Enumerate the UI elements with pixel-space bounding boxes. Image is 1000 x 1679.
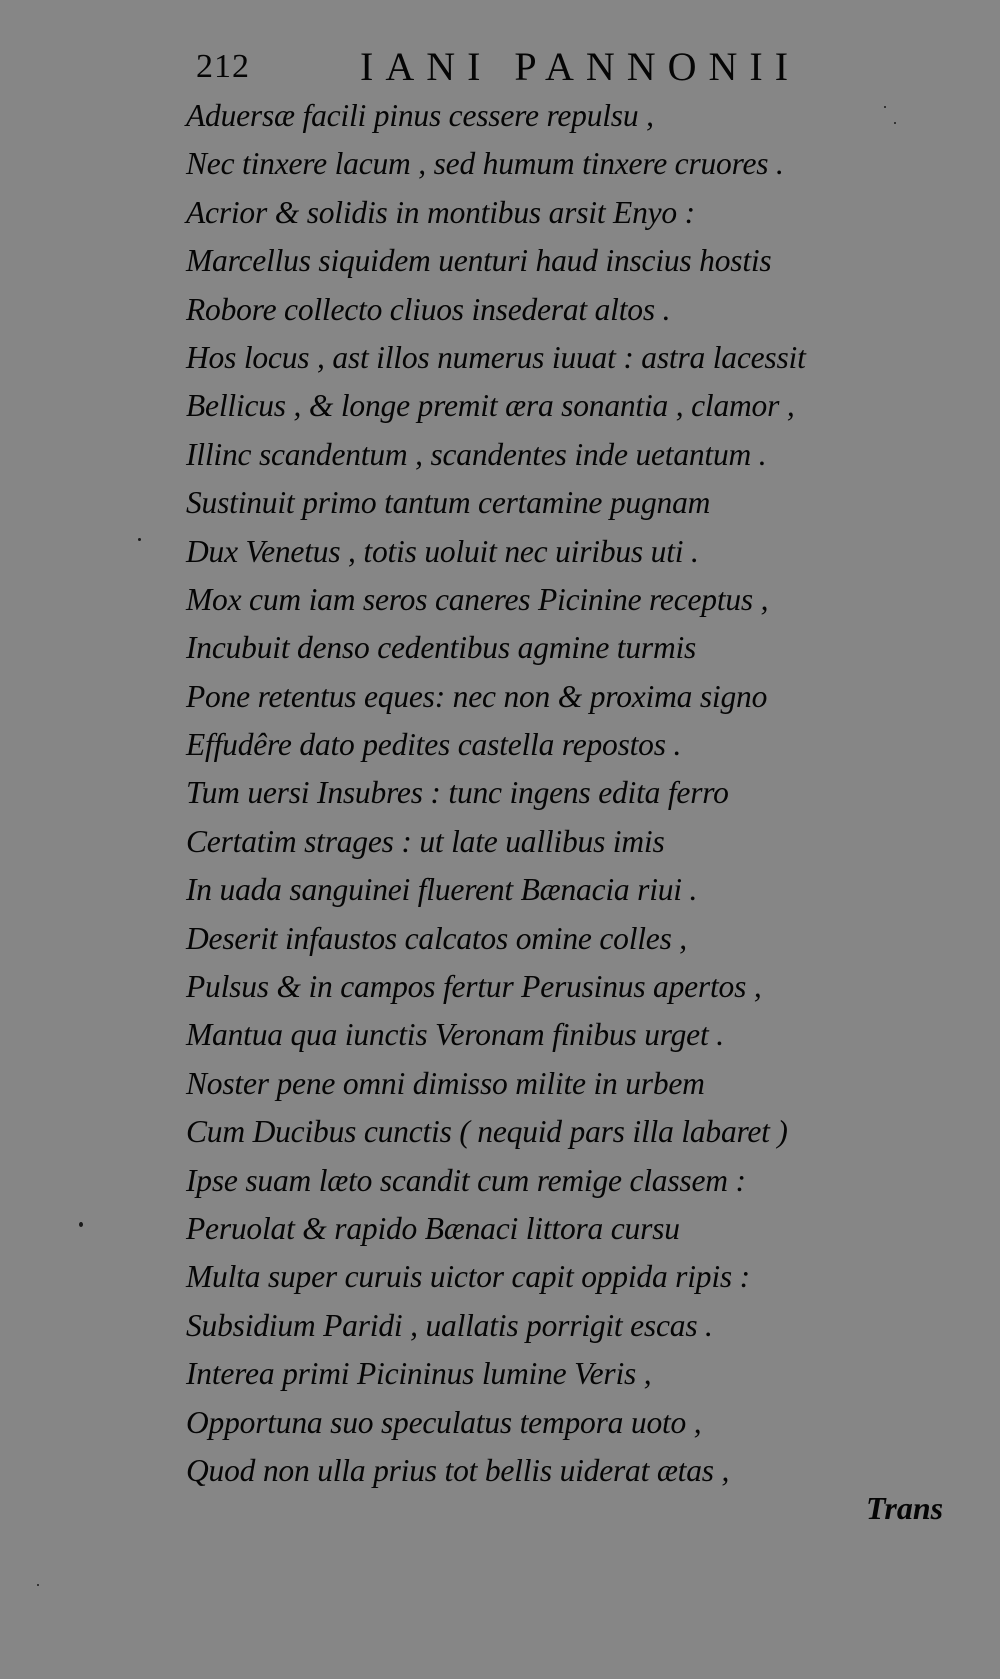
verse-line: Aduersæ facili pinus cessere repulsu ,	[186, 98, 654, 133]
verse-line: Dux Venetus , totis uoluit nec uiribus uti .	[186, 533, 699, 569]
ink-speck	[37, 1584, 39, 1586]
verse-line: Hos locus , ast illos numerus iuuat : astra lacessit	[186, 339, 806, 375]
verse-line: Robore collecto cliuos insederat altos .	[186, 291, 671, 327]
verse-line: Nec tinxere lacum , sed humum tinxere cruores .	[186, 146, 784, 182]
verse-line: Cum Ducibus cunctis ( nequid pars illa labaret )	[186, 1114, 788, 1150]
verse-line: Sustinuit primo tantum certamine pugnam	[186, 485, 711, 521]
verse-line: Certatim strages : ut late uallibus imis	[186, 823, 665, 859]
verse-line: Quod non ulla prius tot bellis uiderat ætas ,	[186, 1452, 730, 1488]
verse-line: Mantua qua iunctis Veronam finibus urget .	[186, 1017, 724, 1053]
verse-line: Effudêre dato pedites castella repostos .	[186, 727, 682, 763]
ink-speck	[138, 538, 141, 541]
verse-line: Pulsus & in campos fertur Perusinus apertos ,	[186, 969, 762, 1005]
verse-line: In uada sanguinei fluerent Bænacia riui .	[186, 872, 698, 908]
page-number: 212	[196, 48, 250, 85]
verse-line: Deserit infaustos calcatos omine colles ,	[186, 920, 687, 956]
verse-line: Multa super curuis uictor capit oppida ripis :	[186, 1259, 750, 1295]
verse-line: Tum uersi Insubres : tunc ingens edita ferro	[186, 775, 729, 811]
verse-line: Marcellus siquidem uenturi haud inscius hostis	[186, 243, 772, 279]
verse-line: Mox cum iam seros caneres Picinine receptus ,	[186, 581, 769, 617]
catchword: Trans	[866, 1490, 944, 1526]
verse-line: Opportuna suo speculatus tempora uoto ,	[186, 1404, 702, 1440]
ink-speck	[884, 106, 886, 108]
verse-line: Subsidium Paridi , uallatis porrigit escas .	[186, 1307, 713, 1343]
verse-line: Peruolat & rapido Bænaci littora cursu	[186, 1210, 680, 1246]
ink-speck	[894, 122, 896, 124]
running-title: IANI PANNONII	[360, 44, 801, 89]
running-head	[196, 42, 856, 92]
verse-line: Illinc scandentum , scandentes inde uetantum .	[186, 436, 767, 472]
verse-line: Ipse suam læto scandit cum remige classem :	[186, 1162, 746, 1198]
verse-line: Pone retentus eques: nec non & proxima signo	[186, 678, 768, 714]
verse-line: Interea primi Picininus lumine Veris ,	[186, 1356, 652, 1392]
ink-speck	[79, 1222, 83, 1227]
verse-line: Noster pene omni dimisso milite in urbem	[186, 1065, 705, 1101]
verse-line: Incubuit denso cedentibus agmine turmis	[186, 630, 697, 666]
verse-block	[186, 92, 946, 1495]
verse-line: Bellicus , & longe premit æra sonantia , clamor ,	[186, 388, 795, 424]
verse-line: Acrior & solidis in montibus arsit Enyo :	[186, 194, 695, 230]
